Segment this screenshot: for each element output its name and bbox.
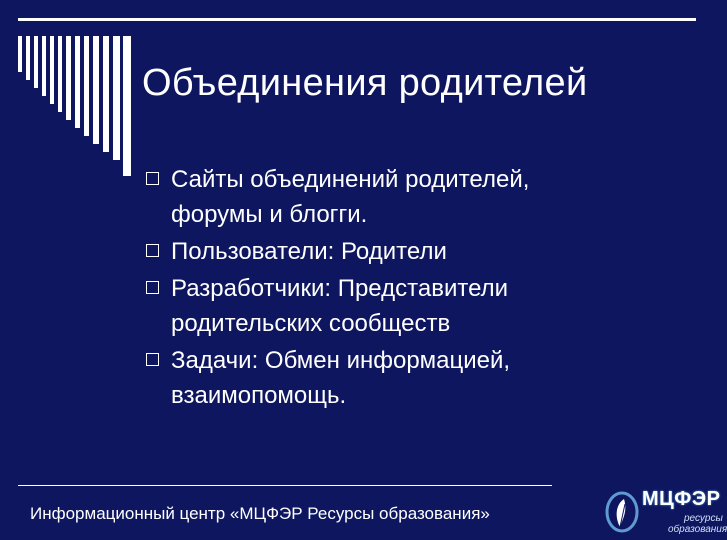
decorative-bar	[58, 36, 62, 112]
checkbox-outline-icon	[146, 172, 159, 185]
slide-title: Объединения родителей	[142, 62, 588, 104]
bullet-line: родительских сообществ	[171, 310, 451, 337]
organization-logo	[598, 486, 727, 540]
decorative-bar	[113, 36, 120, 160]
bullet-item	[146, 343, 686, 413]
bullet-item	[146, 234, 686, 269]
decorative-bar	[103, 36, 109, 152]
checkbox-outline-icon	[146, 353, 159, 366]
bullet-line: Сайты объединений родителей,	[171, 166, 530, 193]
decorative-bar	[50, 36, 54, 104]
decorative-bar	[18, 36, 22, 72]
decorative-bar	[66, 36, 71, 120]
bullet-line: форумы и блогги.	[171, 201, 368, 228]
bullet-line: Разработчики: Представители	[171, 275, 509, 302]
decorative-bar	[42, 36, 46, 96]
checkbox-outline-icon	[146, 281, 159, 294]
checkbox-outline-icon	[146, 244, 159, 257]
decorative-bar	[26, 36, 30, 80]
bullet-list	[146, 162, 686, 415]
feather-logo-icon	[604, 490, 640, 534]
logo-subtitle-line2: образования	[668, 524, 727, 535]
bullet-line: Задачи: Обмен информацией,	[171, 347, 511, 374]
logo-name: МЦФЭР	[642, 488, 721, 510]
bullet-item	[146, 271, 686, 341]
decorative-bar	[84, 36, 89, 136]
bullet-line: взаимопомощь.	[171, 382, 347, 409]
bullet-item	[146, 162, 686, 232]
decorative-bar	[34, 36, 38, 88]
logo-subtitle-line1: ресурсы	[684, 513, 723, 524]
footer-text: Информационный центр «МЦФЭР Ресурсы образования»	[30, 504, 490, 523]
bullet-line: Пользователи: Родители	[171, 238, 447, 265]
decorative-bar	[93, 36, 99, 144]
decorative-bar	[75, 36, 80, 128]
decorative-bar	[123, 36, 131, 176]
bottom-divider	[18, 485, 552, 486]
